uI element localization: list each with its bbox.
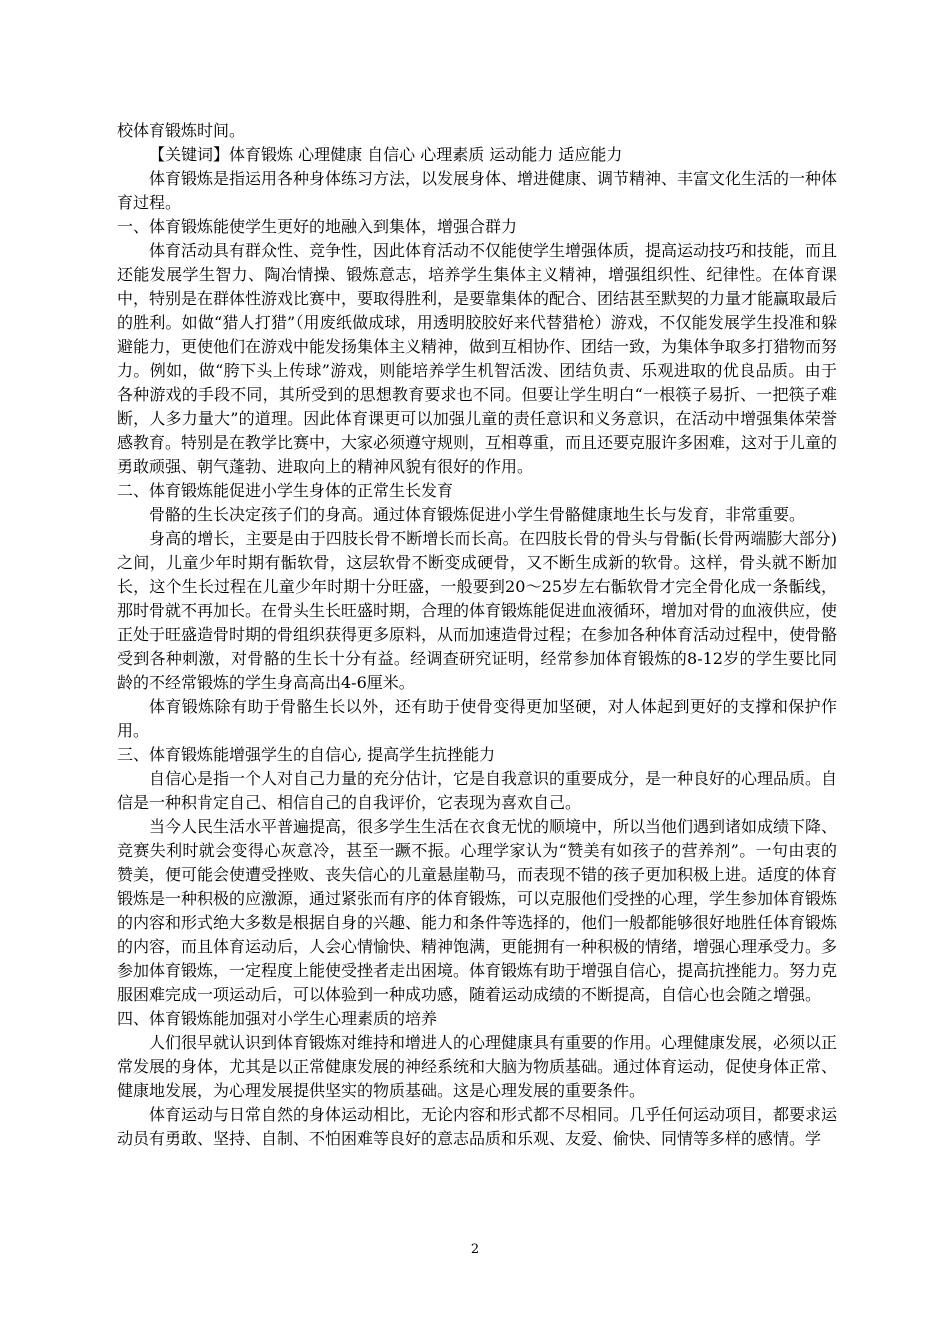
- paragraph: 自信心是指一个人对自己力量的充分估计，它是自我意识的重要成分，是一种良好的心理品质。自信是一种积肯定自己、相信自己的自我评价，它表现为喜欢自己。: [117, 769, 838, 812]
- paragraph: 体育锻炼是指运用各种身体练习方法，以发展身体、增进健康、调节精神、丰富文化生活的一种体育过程。: [117, 169, 838, 212]
- section-heading-4: 四、体育锻炼能加强对小学生心理素质的培养: [117, 1009, 438, 1028]
- document-body: [117, 119, 837, 1151]
- paragraph: 当今人民生活水平普遍提高，很多学生生活在衣食无忧的顺境中，所以当他们遇到诸如成绩下降、竞赛失利时就会变得心灰意冷，甚至一蹶不振。心理学家认为“赞美有如孩子的营养剂”。一句由衷的赞美，便可能会使遭受挫败、丧失信心的儿童悬崖勒马，而表现不错的孩子更加积极上进。适度的体育锻炼是一种积极的应激源，通过紧张而有序的体育锻炼，可以克服他们受挫的心理，学生参加体育锻炼的内容和形式绝大多数是根据自身的兴趣、能力和条件等选择的，他们一般都能够很好地胜任体育锻炼的内容，而且体育运动后，人会心情愉快、精神饱满，更能拥有一种积极的情绪，增强心理承受力。多参加体育锻炼，一定程度上能使受挫者走出困境。体育锻炼有助于增强自信心，提高抗挫能力。努力克服困难完成一项运动后，可以体验到一种成功感，随着运动成绩的不断提高，自信心也会随之增强。: [117, 817, 838, 1004]
- paragraph: 身高的增长，主要是由于四肢长骨不断增长而长高。在四肢长骨的骨头与骨骺(长骨两端膨大部分)之间，儿童少年时期有骺软骨，这层软骨不断变成硬骨，又不断生成新的软骨。这样，骨头就不断加长，这个生长过程在儿童少年时期十分旺盛，一般要到20～25岁左右骺软骨才完全骨化成一条骺线，那时骨就不再加长。在骨头生长旺盛时期，合理的体育锻炼能促进血液循环，增加对骨的血液供应，使正处于旺盛造骨时期的骨组织获得更多原料，从而加速造骨过程；在参加各种体育活动过程中，使骨骼受到各种刺激，对骨骼的生长十分有益。经调查研究证明，经常参加体育锻炼的8-12岁的学生要比同龄的不经常锻炼的学生身高高出4-6厘米。: [117, 529, 838, 692]
- paragraph-continuation: 校体育锻炼时间。: [117, 121, 246, 140]
- section-heading-2: 二、体育锻炼能促进小学生身体的正常生长发育: [117, 481, 454, 500]
- paragraph: 体育锻炼除有助于骨骼生长以外，还有助于使骨变得更加坚硬，对人体起到更好的支撑和保护作用。: [117, 697, 837, 740]
- section-heading-1: 一、体育锻炼能使学生更好的地融入到集体，增强合群力: [117, 217, 518, 236]
- page-number: 2: [470, 1242, 480, 1257]
- keywords-line: 【关键词】体育锻炼 心理健康 自信心 心理素质 运动能力 适应能力: [149, 145, 623, 164]
- paragraph: 体育运动与日常自然的身体运动相比，无论内容和形式都不尽相同。几乎任何运动项目，都要求运动员有勇敢、坚持、自制、不怕困难等良好的意志品质和乐观、友爱、偷快、同情等多样的感情。学: [117, 1105, 838, 1148]
- paragraph: 体育活动具有群众性、竞争性，因此体育活动不仅能使学生增强体质，提高运动技巧和技能，而且还能发展学生智力、陶冶情操、锻炼意志，培养学生集体主义精神，增强组织性、纪律性。在体育课中，特别是在群体性游戏比赛中，要取得胜利，是要靠集体的配合、团结甚至默契的力量才能赢取最后的胜利。如做“猎人打猎”（用废纸做成球，用透明胶胶好来代替猎枪）游戏，不仅能发展学生投准和躲避能力，更使他们在游戏中能发扬集体主义精神，做到互相协作、团结一致，为集体争取多打猎物而努力。例如，做“胯下头上传球”游戏，则能培养学生机智活泼、团结负责、乐观进取的优良品质。由于各种游戏的手段不同，其所受到的思想教育要求也不同。但要让学生明白“一根筷子易折、一把筷子难断，人多力量大”的道理。因此体育课更可以加强儿童的责任意识和义务意识，在活动中增强集体荣誉感教育。特别是在教学比赛中，大家必须遵守规则，互相尊重，而且还要克服许多困难，这对于儿童的勇敢顽强、朝气蓬勃、进取向上的精神风貌有很好的作用。: [117, 241, 838, 476]
- section-heading-3: 三、体育锻炼能增强学生的自信心, 提高学生抗挫能力: [117, 745, 496, 764]
- paragraph: 人们很早就认识到体育锻炼对维持和增进人的心理健康具有重要的作用。心理健康发展，必须以正常发展的身体，尤其是以正常健康发展的神经系统和大脑为物质基础。通过体育运动，促使身体正常、健康地发展，为心理发展提供坚实的物质基础。这是心理发展的重要条件。: [117, 1033, 838, 1100]
- paragraph: 骨骼的生长决定孩子们的身高。通过体育锻炼促进小学生骨骼健康地生长与发育，非常重要。: [149, 505, 806, 524]
